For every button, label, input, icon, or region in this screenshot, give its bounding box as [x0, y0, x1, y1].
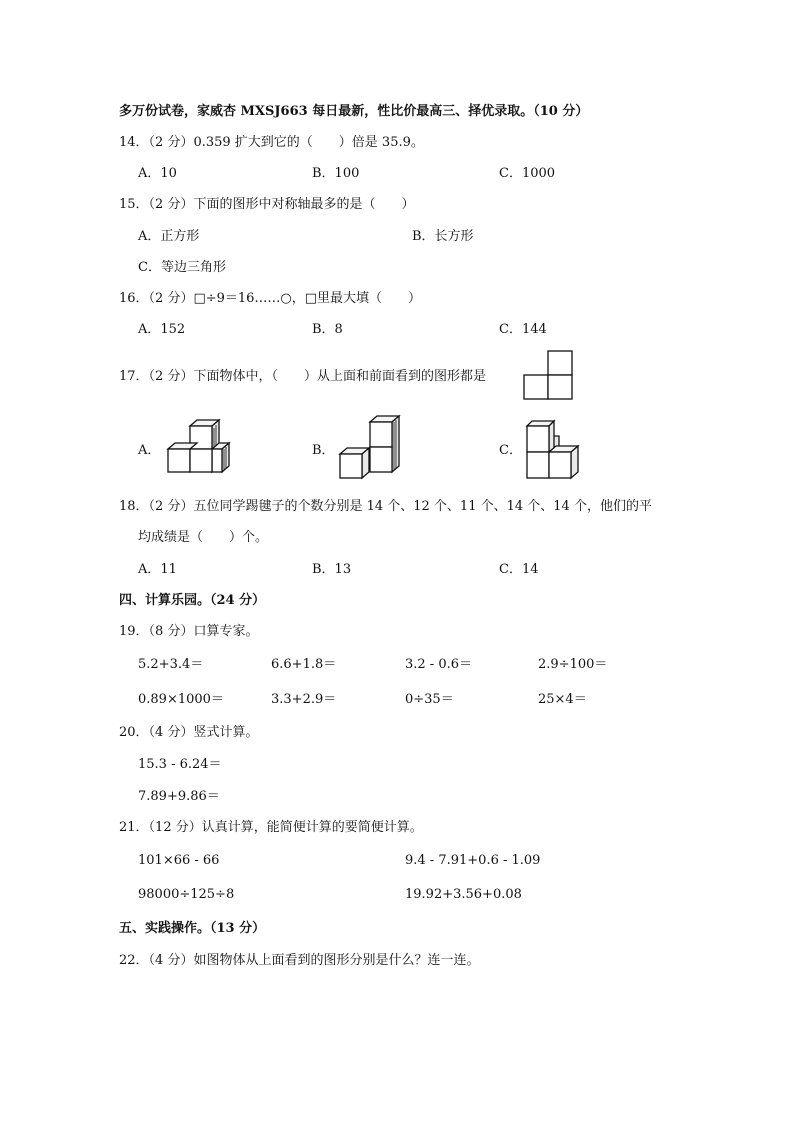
q21-item: 98000÷125÷8 [138, 887, 235, 902]
q18-stem-line2: 均成绩是（ ）个。 [138, 530, 269, 545]
q19-item: 5.2+3.4＝ [138, 657, 204, 672]
q17-view-figure [523, 349, 575, 403]
q18-option-b: B．13 [312, 562, 352, 577]
q20-item: 7.89+9.86＝ [138, 789, 220, 804]
q18-option-a: A．11 [138, 562, 177, 577]
q21-item: 9.4 - 7.91+0.6 - 1.09 [405, 853, 541, 868]
header-line: 多万份试卷，家威杏 MXSJ663 每日最新，性比价最高三、择优录取。（10 分） [119, 104, 589, 119]
q14-option-a: A．10 [138, 166, 177, 181]
q17-cube-figure-a [162, 416, 238, 480]
q17-cube-figure-c [523, 414, 589, 482]
q17-stem [119, 368, 555, 386]
q17-stem-text: 17．（2 分）下面物体中，（ ）从上面和前面看到的图形都是 [119, 369, 486, 384]
q14-option-c: C．1000 [499, 166, 556, 181]
q15-option-c: C．等边三角形 [138, 260, 226, 275]
q14-stem: 14．（2 分）0.359 扩大到它的（ ）倍是 35.9。 [119, 135, 424, 150]
q19-item: 0.89×1000＝ [138, 692, 224, 707]
q21-stem: 21．（12 分）认真计算，能简便计算的要简便计算。 [119, 820, 423, 835]
q15-stem: 15．（2 分）下面的图形中对称轴最多的是（ ） [119, 197, 415, 212]
q17-option-a: A． [138, 443, 161, 458]
q15-option-a: A．正方形 [138, 229, 200, 244]
section-5-heading: 五、实践操作。（13 分） [119, 921, 266, 936]
q16-stem: 16．（2 分）□÷9＝16……○，□里最大填（ ） [119, 291, 422, 306]
q19-item: 2.9÷100＝ [538, 657, 608, 672]
q19-item: 3.3+2.9＝ [271, 692, 337, 707]
q21-item: 101×66 - 66 [138, 853, 220, 868]
q19-item: 6.6+1.8＝ [271, 657, 337, 672]
q17-cube-figure-b [336, 414, 406, 482]
q19-item: 25×4＝ [538, 692, 587, 707]
q20-stem: 20．（4 分）竖式计算。 [119, 725, 259, 740]
q21-item: 19.92+3.56+0.08 [405, 887, 522, 902]
q16-option-c: C．144 [499, 322, 547, 337]
q19-item: 3.2 - 0.6＝ [405, 657, 473, 672]
q18-stem-line1: 18．（2 分）五位同学踢毽子的个数分别是 14 个、12 个、11 个、14 个、14 个，他们的平 [119, 499, 652, 514]
q18-option-c: C．14 [499, 562, 539, 577]
q15-option-b: B．长方形 [412, 229, 474, 244]
q17-option-b: B． [312, 443, 335, 458]
q20-item: 15.3 - 6.24＝ [138, 757, 222, 772]
q16-option-a: A．152 [138, 322, 186, 337]
section-4-heading: 四、计算乐园。（24 分） [119, 593, 266, 608]
q16-option-b: B．8 [312, 322, 343, 337]
q14-option-b: B．100 [312, 166, 360, 181]
q19-stem: 19．（8 分）口算专家。 [119, 624, 259, 639]
q22-stem: 22．（4 分）如图物体从上面看到的图形分别是什么？连一连。 [119, 953, 480, 968]
q17-option-c: C． [499, 443, 522, 458]
q19-item: 0÷35＝ [405, 692, 454, 707]
